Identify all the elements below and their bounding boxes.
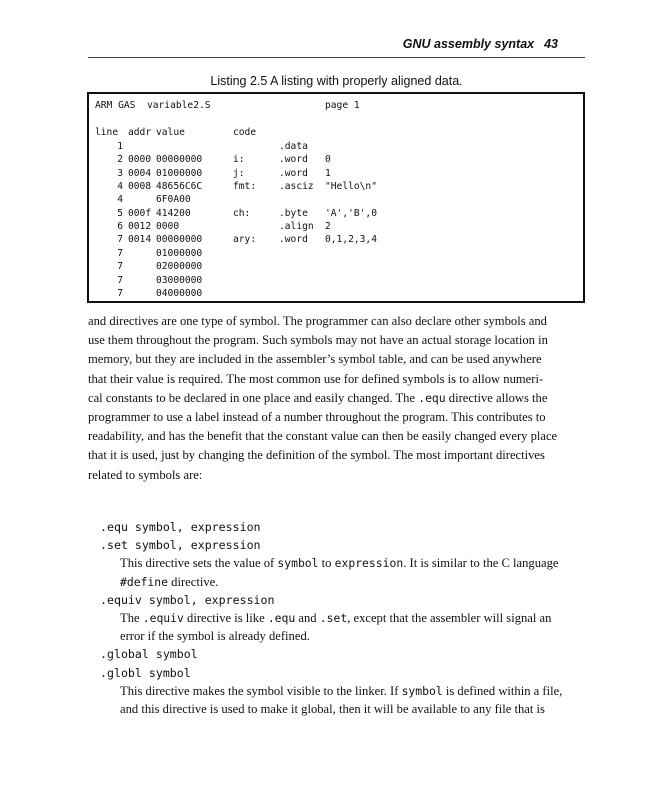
header-rule (88, 57, 585, 58)
col-code: code (233, 127, 257, 138)
listing-address: 0004 (128, 167, 152, 179)
listing-address: 0008 (128, 181, 152, 193)
desc-text: directive is like (183, 610, 268, 625)
para-line: and directives are one type of symbol. The programmer can also declare other symbols and (88, 314, 547, 328)
desc-text: The (120, 610, 143, 625)
listing-line-number: 4 (117, 194, 123, 206)
directive-desc-set-cont (100, 573, 585, 591)
listing-address: 0012 (128, 221, 152, 233)
listing-value: 02000000 (156, 261, 203, 273)
directive-desc-global (100, 682, 585, 700)
inline-code: .set (319, 610, 348, 625)
directive-term-equiv: .equiv symbol, expression (100, 592, 275, 607)
directive-desc-global-cont: and this directive is used to make it global, then it will be available to any file that is (120, 701, 545, 716)
listing-value: 414200 (156, 207, 191, 219)
code-listing (87, 92, 585, 303)
listing-value: 0000 (156, 221, 180, 233)
listing-line-number: 7 (117, 234, 123, 246)
listing-line-number: 7 (117, 274, 123, 286)
listing-caption: Listing 2.5 A listing with properly aligned data. (210, 74, 463, 88)
inline-code: symbol (401, 683, 443, 698)
desc-text: . It is similar to the C language (403, 556, 559, 571)
inline-code: .equ (267, 610, 296, 625)
section-title: GNU assembly syntax (402, 37, 535, 51)
desc-text: is defined within a file, (442, 683, 563, 698)
page-number: 43 (544, 37, 558, 51)
listing-value: 48656C6C (156, 181, 203, 193)
listing-line-number: 5 (117, 207, 123, 219)
listing-directive: .word (279, 234, 308, 246)
listing-arguments: 0,1,2,3,4 (325, 234, 377, 246)
running-header (403, 37, 558, 51)
inline-code: expression (334, 556, 404, 571)
listing-directive: .word (279, 167, 308, 179)
listing-directive: .asciz (279, 181, 314, 193)
inline-code: .equ (418, 390, 446, 405)
desc-text: to (318, 556, 335, 571)
listing-line-number: 7 (117, 261, 123, 273)
listing-arguments: 2 (325, 221, 331, 233)
desc-text: This directive makes the symbol visible to the linker. If (120, 683, 402, 698)
listing-arguments: 0 (325, 154, 331, 166)
listing-label: i: (233, 154, 245, 166)
para-text: cal constants to be declared in one place and easily changed. The (88, 390, 419, 405)
desc-text: and (295, 610, 320, 625)
listing-label: fmt: (233, 181, 257, 193)
para-line: use them throughout the program. Such symbols may not have an actual storage location in (88, 333, 548, 348)
listing-line-number: 2 (117, 154, 123, 166)
inline-code: symbol (277, 556, 319, 571)
listing-label: ary: (233, 234, 257, 246)
listing-value: 03000000 (156, 274, 203, 286)
directive-term-equ: .equ symbol, expression (100, 520, 261, 534)
listing-directive: .align (279, 221, 314, 233)
para-text: directive allows the (445, 390, 548, 405)
listing-arguments: 'A','B',0 (325, 207, 377, 219)
listing-title-right: page 1 (325, 100, 360, 111)
listing-line-number: 6 (117, 221, 123, 233)
listing-value: 00000000 (156, 234, 203, 246)
listing-arguments: 1 (325, 167, 331, 179)
directive-desc-equiv (100, 609, 585, 627)
listing-label: j: (233, 167, 245, 179)
para-line: readability, and has the benefit that the constant value can then be easily changed every place (88, 429, 558, 444)
listing-directive: .data (279, 141, 308, 152)
directive-desc-set (100, 554, 585, 572)
listing-line-number: 7 (117, 287, 123, 299)
listing-line-number: 1 (117, 141, 123, 152)
listing-arguments: "Hello\n" (325, 181, 377, 193)
listing-address: 000f (128, 207, 152, 219)
directive-list (100, 518, 585, 718)
listing-label: ch: (233, 207, 251, 219)
directive-desc-equiv-cont: error if the symbol is already defined. (120, 629, 310, 644)
para-line (88, 389, 585, 408)
listing-title (95, 100, 360, 111)
listing-line-number: 7 (117, 247, 123, 259)
col-addr: addr (128, 127, 152, 138)
desc-text: This directive sets the value of (120, 556, 278, 571)
listing-directive: .word (279, 154, 308, 166)
listing-value: 04000000 (156, 287, 203, 299)
listing-address: 0014 (128, 234, 152, 246)
listing-value: 6F0A00 (156, 194, 191, 206)
directive-term-global: .global symbol (100, 647, 198, 662)
para-line: related to symbols are: (88, 467, 203, 482)
listing-line-number: 4 (117, 181, 123, 193)
listing-column-header (95, 126, 257, 139)
listing-value: 01000000 (156, 167, 203, 179)
col-line: line (95, 127, 119, 138)
listing-value: 00000000 (156, 154, 203, 166)
listing-address: 0000 (128, 154, 152, 166)
col-value: value (156, 127, 185, 138)
directive-term-globl: .globl symbol (100, 665, 191, 680)
inline-code: .equiv (142, 610, 184, 625)
directive-term-set: .set symbol, expression (100, 538, 261, 553)
inline-code: #define (120, 574, 169, 589)
para-line: that it is used, just by changing the definition of the symbol. The most important directives (88, 448, 545, 463)
para-line: programmer to use a label instead of a number throughout the program. This contributes to (88, 409, 546, 424)
desc-text: directive. (168, 574, 219, 589)
para-line: memory, but they are included in the assembler’s symbol table, and can be used anywhere (88, 352, 542, 367)
listing-directive: .byte (279, 207, 308, 219)
listing-title-left: ARM GAS variable2.S (95, 100, 211, 111)
para-line: that their value is required. The most common use for defined symbols is to allow numeri- (88, 371, 544, 386)
listing-value: 01000000 (156, 247, 203, 259)
desc-text: , except that the assembler will signal an (347, 610, 552, 625)
body-paragraph (88, 312, 585, 485)
listing-line-number: 3 (117, 167, 123, 179)
